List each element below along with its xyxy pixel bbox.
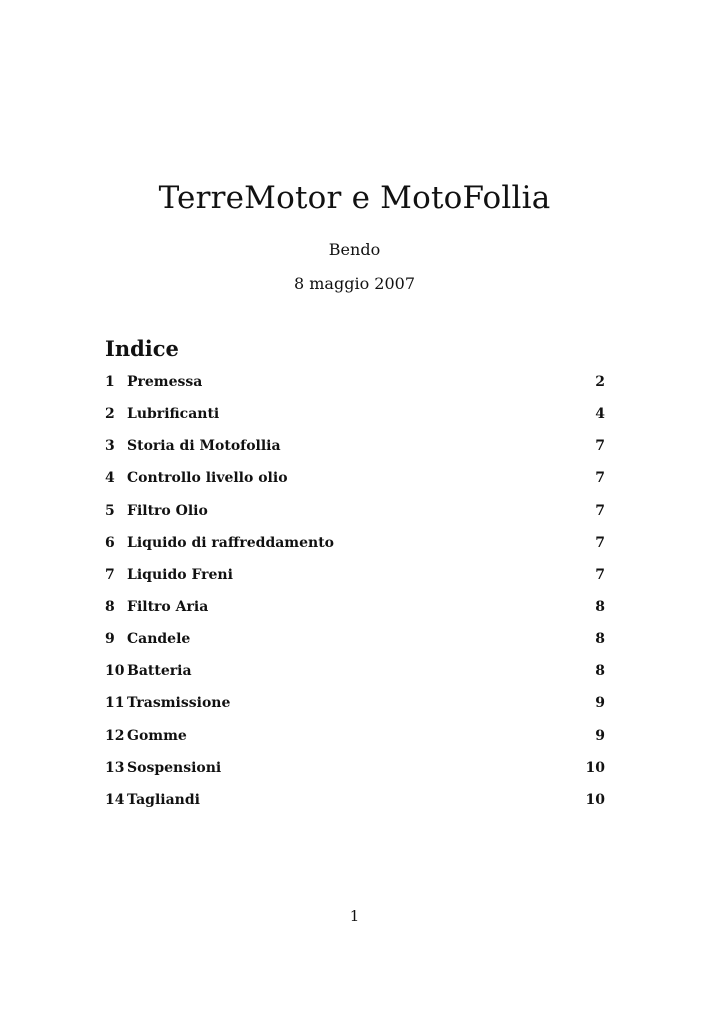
toc-entry-title: Storia di Motofollia	[127, 438, 281, 455]
toc-entry-title: Candele	[127, 631, 191, 648]
toc-entry-page: 10	[585, 759, 605, 776]
toc-entry-title: Liquido di raffreddamento	[127, 534, 335, 551]
toc-entry-number: 4	[105, 470, 115, 487]
toc-entry-page: 8	[595, 663, 605, 680]
toc-entry-title: Trasmissione	[127, 695, 231, 712]
document-title: TerreMotor e MotoFollia	[158, 180, 551, 216]
toc-entry-title: Sospensioni	[127, 759, 222, 776]
toc-entry[interactable]	[105, 631, 605, 663]
toc-entry-number: 14	[105, 791, 125, 808]
toc-entry[interactable]	[105, 567, 605, 599]
page-number: 1	[349, 907, 360, 925]
toc-entry-page: 7	[595, 502, 605, 519]
toc-entry[interactable]	[105, 599, 605, 631]
toc-entry[interactable]	[105, 792, 605, 824]
toc-entry-number: 6	[105, 534, 115, 551]
toc-entry[interactable]	[105, 438, 605, 470]
toc-entry-page: 10	[585, 791, 605, 808]
toc-entry[interactable]	[105, 503, 605, 535]
toc-entry-title: Filtro Olio	[127, 502, 208, 519]
toc-entry-title: Filtro Aria	[127, 598, 209, 615]
toc-entry[interactable]	[105, 663, 605, 695]
toc-entry-page: 8	[595, 631, 605, 648]
toc-entry-number: 9	[105, 631, 115, 648]
toc-entry-title: Batteria	[127, 663, 192, 680]
toc-entry-page: 7	[595, 534, 605, 551]
toc-entry-title: Controllo livello olio	[127, 470, 288, 487]
toc-entry-number: 1	[105, 374, 115, 390]
toc-entry[interactable]	[105, 374, 605, 406]
toc-entry-title: Premessa	[127, 374, 203, 390]
toc-entry-page: 2	[595, 374, 605, 390]
document-author: Bendo	[328, 240, 381, 259]
toc-entry-number: 3	[105, 438, 115, 455]
toc-entry[interactable]	[105, 695, 605, 727]
toc-entry-page: 9	[595, 695, 605, 712]
toc-entry-number: 5	[105, 502, 115, 519]
toc-entry-page: 4	[595, 406, 605, 423]
toc-entry-number: 11	[105, 695, 125, 712]
toc-entry-number: 10	[105, 663, 125, 680]
toc-entry-page: 7	[595, 470, 605, 487]
table-of-contents	[105, 374, 605, 824]
toc-entry-page: 9	[595, 727, 605, 744]
toc-entry-number: 13	[105, 759, 125, 776]
toc-heading: Indice	[105, 336, 179, 361]
toc-entry[interactable]	[105, 760, 605, 792]
toc-entry-title: Tagliandi	[127, 791, 200, 808]
toc-entry-page: 8	[595, 598, 605, 615]
toc-entry-number: 8	[105, 598, 115, 615]
toc-entry-page: 7	[595, 566, 605, 583]
toc-entry-title: Liquido Freni	[127, 566, 233, 583]
toc-entry[interactable]	[105, 535, 605, 567]
toc-entry[interactable]	[105, 470, 605, 502]
toc-entry-number: 2	[105, 406, 115, 423]
toc-entry[interactable]	[105, 728, 605, 760]
toc-entry-title: Gomme	[127, 727, 187, 744]
toc-entry[interactable]	[105, 406, 605, 438]
toc-entry-number: 12	[105, 727, 125, 744]
document-date: 8 maggio 2007	[293, 274, 415, 293]
toc-entry-title: Lubrificanti	[127, 406, 220, 423]
toc-entry-number: 7	[105, 566, 115, 583]
toc-entry-page: 7	[595, 438, 605, 455]
